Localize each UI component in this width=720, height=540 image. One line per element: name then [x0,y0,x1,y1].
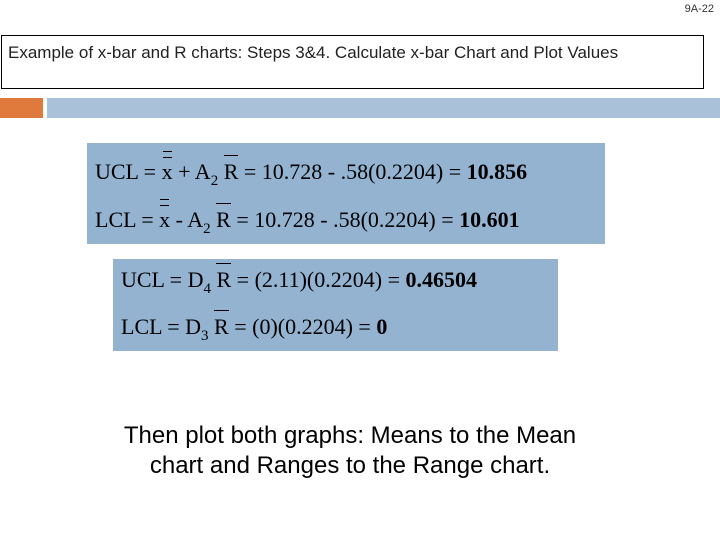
rbar-symbol: R [216,207,231,232]
grand-mean-symbol: x [159,207,171,232]
r-lcl-equation [121,314,388,344]
calculation: = 10.728 - .58(0.2204) = [236,207,454,232]
minus-a-term: - A [175,207,204,232]
slide-number: 9A-22 [684,3,714,15]
lcl-result: 10.601 [459,207,520,232]
lcl-label: LCL = D [121,314,202,339]
rbar-symbol: R [214,314,229,339]
instruction-caption: Then plot both graphs: Means to the Mean chart and Ranges to the Range chart. [123,422,577,479]
calculation: = 10.728 - .58(0.2204) = [243,159,462,184]
a-subscript: 2 [210,173,219,189]
calculation: = (2.11)(0.2204) = [236,267,400,292]
lcl-result: 0 [376,314,388,339]
xbar-ucl-equation [95,159,528,189]
ucl-label: UCL = D [121,267,204,292]
a-subscript: 2 [203,221,211,237]
d-subscript: 3 [201,328,209,344]
grand-mean-symbol: x [161,159,173,184]
r-ucl-equation [121,267,477,297]
rbar-symbol: R [216,267,232,292]
lcl-label: LCL = [95,207,154,232]
rbar-symbol: R [223,159,239,184]
r-control-limits-box [113,259,558,351]
d-subscript: 4 [203,281,211,297]
ucl-result: 0.46504 [405,267,477,292]
ucl-label: UCL = [95,159,157,184]
slide-title: Example of x-bar and R charts: Steps 3&4. Calculate x-bar Chart and Plot Values [1,35,704,89]
accent-bar-orange [0,98,43,118]
plus-a-term: + A [178,159,211,184]
xbar-lcl-equation [95,207,520,237]
accent-bar-blue [47,98,720,118]
calculation: = (0)(0.2204) = [234,314,371,339]
xbar-control-limits-box [87,143,605,244]
ucl-result: 10.856 [466,159,528,184]
